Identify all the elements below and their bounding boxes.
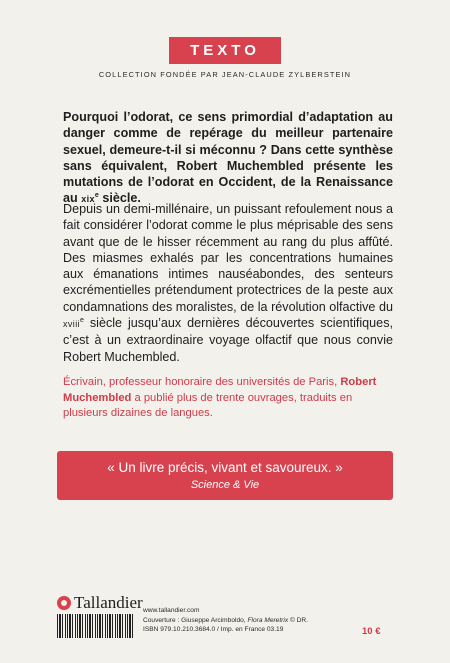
collection-line: COLLECTION FONDÉE PAR JEAN-CLAUDE ZYLBERSTEIN <box>98 70 352 79</box>
author-bio <box>63 375 398 422</box>
body-text-2: siècle jusqu’aux dernières découvertes scientifiques, c’est à un extraordinaire voyage olfactif que nous convie Robert Muchembled. <box>63 316 393 364</box>
cover-credit <box>143 616 308 626</box>
press-quote: « Un livre précis, vivant et savoureux. » <box>107 460 343 475</box>
cover-credit-suffix: © DR. <box>288 616 309 624</box>
cover-credit-prefix: Couverture : Giuseppe Arcimboldo, <box>143 616 248 624</box>
author-name: Robert Muchembled <box>63 376 377 404</box>
intro-paragraph <box>63 109 393 208</box>
author-bio-text-1: Écrivain, professeur honoraire des universités de Paris, <box>63 376 341 388</box>
body-century-suffix: e <box>80 317 84 325</box>
barcode-icon <box>57 614 135 638</box>
publisher-website: www.tallandier.com <box>143 607 200 614</box>
publisher-logo <box>57 593 143 613</box>
isbn-line: ISBN 979.10.210.3684.0 / Imp. en France 03.19 <box>143 626 284 634</box>
credits-block <box>143 606 308 635</box>
body-paragraph <box>63 201 393 365</box>
publisher-logo-icon <box>57 596 71 610</box>
body-text-1: Depuis un demi-millénaire, un puissant refoulement nous a fait considérer l’odorat comme le plus méprisable des sens avant que de le hisser récemment au rang du plus affûté. Des miasmes exhalés par les concentrations humaines aux émanations intimes nauséabondes, des senteurs excrémentielles prétendument protectrices de la peste aux condamnations des moralistes, de la révolution olfactive du <box>63 202 393 314</box>
intro-century: xix <box>81 194 95 205</box>
press-quote-box <box>57 451 393 500</box>
author-bio-text-2: a publié plus de trente ouvrages, traduits en plusieurs dizaines de langues. <box>63 391 353 419</box>
series-badge: TEXTO <box>169 37 281 64</box>
press-quote-source: Science & Vie <box>190 479 260 491</box>
body-century: xviii <box>63 319 80 330</box>
intro-text-1: Pourquoi l’odorat, ce sens primordial d’adaptation au danger comme de repérage du meilleur partenaire sexuel, demeure-t-il si méconnu ? Dans cette synthèse sans équivalent, Robert Muchembled présente les mutations de l’odorat en Occident, de la Renaissance au <box>63 110 393 206</box>
cover-credit-title: Flora Meretrix <box>247 616 289 624</box>
intro-century-suffix: e <box>94 192 99 200</box>
publisher-logo-text: Tallandier <box>74 593 143 612</box>
price: 10 € <box>362 626 381 637</box>
intro-text-2: siècle. <box>98 191 141 206</box>
